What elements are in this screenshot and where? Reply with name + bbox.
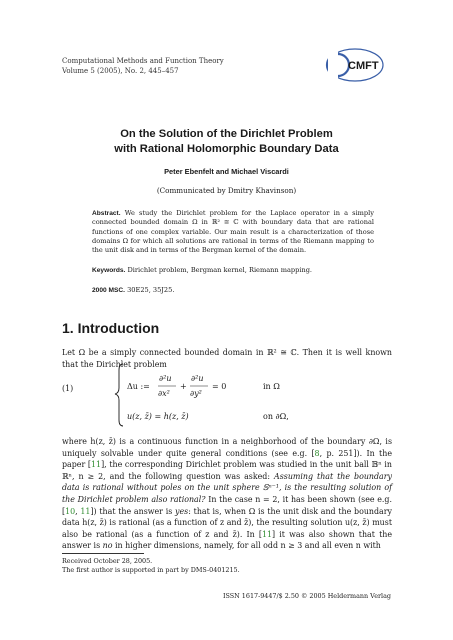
received-date: Received October 28, 2005. [62,557,153,565]
msc-label: 2000 MSC. [92,287,125,294]
svg-text:in Ω: in Ω [263,382,280,391]
abstract-label: Abstract. [92,210,121,217]
logo-text: CMFT [348,60,379,72]
citation-11[interactable]: 11 [261,529,272,539]
svg-text:u(z, z̄) = h(z, z̄): u(z, z̄) = h(z, z̄) [127,412,189,421]
keywords-label: Keywords. [92,267,126,274]
journal-header [62,56,224,76]
abstract [92,209,374,255]
citation-11[interactable]: 11 [91,460,102,470]
msc-text: 30E25, 35J25. [127,286,175,294]
svg-text:on ∂Ω,: on ∂Ω, [263,412,289,421]
journal-volume: Volume 5 (2005), No. 2, 445–457 [62,67,179,75]
intro-paragraph-1: Let Ω be a simply connected bounded domain in ℝ² ≅ ℂ. Then it is well known that the Dirichlet problem [62,348,392,369]
citation-8[interactable]: 8 [314,448,320,458]
svg-text:∂x²: ∂x² [158,389,170,398]
dirichlet-equation [113,358,373,430]
journal-name: Computational Methods and Function Theory [62,57,224,65]
paper-title [0,127,453,157]
svg-text:+: + [180,382,187,391]
svg-text:Δu :=: Δu := [127,382,150,391]
intro-paragraph-2: where h(z, z̄) is a continuous function in a neighborhood of the boundary ∂Ω, is uniquely solvable under quite general conditions (see e.g. [8, p. 251]). In the paper [11], the corresponding Dirichlet problem was studied in the unit ball 𝔹ⁿ in ℝⁿ, n ≥ 2, and the following question was asked: Assuming that the boundary data is rational without poles on the unit sphere 𝕊ⁿ⁻¹, is the resulting solution of the Dirichlet problem also rational? In the case n = 2, it has been shown (see e.g. [10, 11]) that the answer is yes: that is, when Ω is the unit disk and the boundary data h(z, z̄) is rational (as a function of z and z̄), the resulting solution u(z, z̄) must also be rational (as a function of z and z̄). In [11] it was also shown that the answer is no in higher dimensions, namely, for all odd n ≥ 3 and all even n with [62,437,392,551]
svg-text:∂²u: ∂²u [159,374,172,383]
keywords [92,266,374,275]
svg-text:∂y²: ∂y² [190,389,202,398]
cmft-logo [324,45,386,85]
footnote-rule [62,553,144,554]
abstract-text: We study the Dirichlet problem for the Laplace operator in a simply connected bounded domain Ω in ℝ² ≅ ℂ with boundary data that are rational functions of one complex variable. Our main result is a characterization of those domains Ω for which all solutions are rational in terms of the Riemann mapping to the unit disk and in terms of the Bergman kernel of the domain. [92,209,374,255]
svg-text:∂²u: ∂²u [191,374,204,383]
issn-line: ISSN 1617-9447/$ 2.50 © 2005 Heldermann Verlag [223,592,391,600]
equation-number: (1) [62,384,74,393]
citation-11[interactable]: 11 [80,506,91,516]
communicated-by: (Communicated by Dmitry Khavinson) [156,186,297,195]
title-line-2: with Rational Holomorphic Boundary Data [114,143,339,155]
svg-text:= 0: = 0 [212,382,227,391]
authors: Peter Ebenfelt and Michael Viscardi [164,167,289,176]
msc-codes [92,286,374,295]
title-line-1: On the Solution of the Dirichlet Problem [120,128,333,140]
keywords-text: Dirichlet problem, Bergman kernel, Riemann mapping. [127,266,313,274]
funding-note: The first author is supported in part by DMS-0401215. [62,566,240,574]
section-heading: 1. Introduction [62,320,160,336]
citation-10[interactable]: 10 [65,506,76,516]
